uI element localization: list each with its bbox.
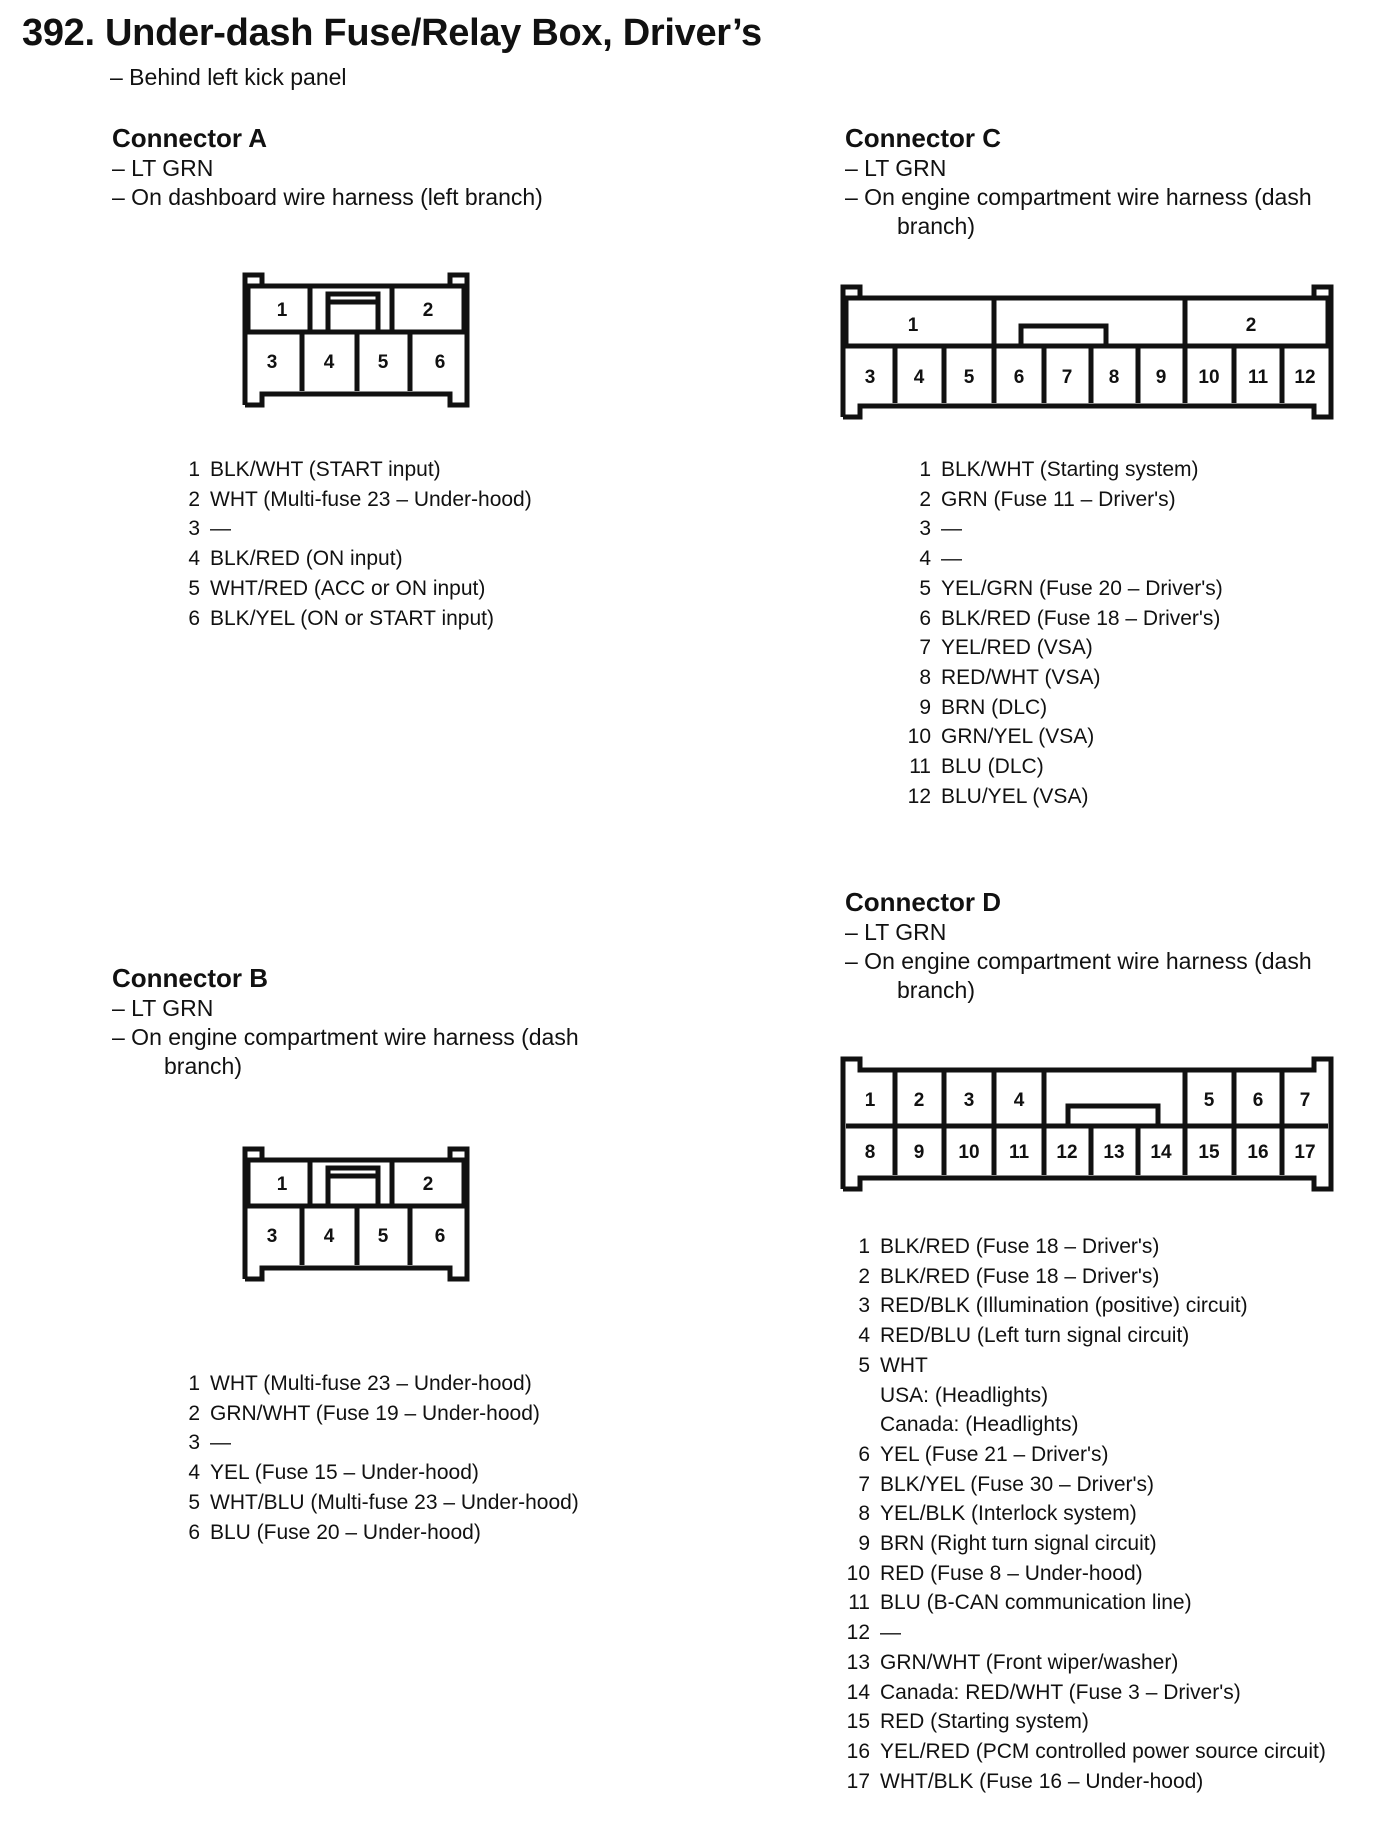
pin-description: WHT (Multi-fuse 23 – Under-hood) <box>210 487 532 511</box>
connector-c-pin-label: 5 <box>963 367 975 388</box>
page-subtitle: – Behind left kick panel <box>110 64 347 90</box>
connector-d-header <box>845 886 1312 1005</box>
connector-d-color: – LT GRN <box>845 919 947 945</box>
pin-description: BLK/WHT (Starting system) <box>941 458 1199 481</box>
pin-number: 3 <box>188 517 200 541</box>
connector-c-pin-row <box>891 485 1223 515</box>
connector-d-pin-row <box>830 1737 1326 1767</box>
connector-b-pin-list <box>160 1369 579 1547</box>
pin-number: 6 <box>919 606 931 630</box>
connector-c-diagram <box>838 282 1336 422</box>
pin-number: 8 <box>858 1502 870 1526</box>
connector-d-pin-label: 10 <box>958 1142 980 1163</box>
connector-d-pin-label: 7 <box>1299 1090 1311 1111</box>
connector-c-pin-row <box>891 604 1223 634</box>
connector-a-pin-row <box>160 544 532 574</box>
connector-c-pin-row <box>891 633 1223 663</box>
connector-d-pin-row <box>830 1588 1326 1618</box>
connector-d-pin-row <box>830 1262 1326 1292</box>
pin-description: WHT/RED (ACC or ON input) <box>210 576 486 600</box>
connector-b-pin-row <box>160 1518 579 1548</box>
connector-a-diagram <box>240 270 472 410</box>
connector-c-pin-row <box>891 782 1223 812</box>
connector-b-pin-row <box>160 1399 579 1429</box>
pin-description: WHT/BLK (Fuse 16 – Under-hood) <box>880 1769 1204 1793</box>
connector-b-location: – On engine compartment wire harness (dash <box>112 1024 579 1050</box>
connector-a-pin-list <box>160 455 532 633</box>
connector-d-pin-row <box>830 1678 1326 1708</box>
connector-c-pin-row <box>891 663 1223 693</box>
connector-c-pin-label: 6 <box>1013 367 1025 388</box>
pin-description: GRN/WHT (Front wiper/washer) <box>880 1650 1179 1674</box>
connector-c-pin-row <box>891 514 1223 544</box>
connector-d-pin-label: 8 <box>864 1142 876 1163</box>
pin-description: — <box>880 1621 901 1645</box>
connector-b-diagram <box>240 1144 472 1284</box>
pin-number: 11 <box>909 755 931 779</box>
connector-b-pin-label: 6 <box>434 1226 446 1247</box>
connector-d-pin-row <box>830 1232 1326 1262</box>
pin-description: BLU (B-CAN communication line) <box>880 1591 1192 1615</box>
pin-number: 4 <box>188 1461 200 1485</box>
connector-d-pin-row <box>830 1707 1326 1737</box>
pin-number: 3 <box>919 517 931 541</box>
pin-number: 3 <box>858 1294 870 1318</box>
connector-c-cavity-2 <box>1185 298 1328 346</box>
connector-a-pin-label: 3 <box>266 352 278 373</box>
connector-d-pin-label: 17 <box>1294 1142 1316 1163</box>
pin-number: 5 <box>919 576 931 600</box>
pin-description: GRN (Fuse 11 – Driver's) <box>941 487 1176 511</box>
connector-d-pin-row <box>830 1499 1326 1529</box>
pin-number: 2 <box>919 487 931 511</box>
page-title: 392. Under-dash Fuse/Relay Box, Driver’s <box>22 12 762 54</box>
connector-c-pin-label: 7 <box>1061 367 1073 388</box>
connector-d-pin-label: 15 <box>1198 1142 1220 1163</box>
connector-c-pin-label: 9 <box>1155 367 1167 388</box>
pin-number: 1 <box>188 1372 200 1395</box>
pin-description: — <box>210 1431 231 1455</box>
connector-b-pin-label: 1 <box>276 1174 288 1195</box>
pin-number: 2 <box>188 487 200 511</box>
pin-description: BLU (Fuse 20 – Under-hood) <box>210 1520 481 1544</box>
connector-a-pin-label: 6 <box>434 352 446 373</box>
pin-description: — <box>941 547 962 571</box>
pin-number: 15 <box>846 1710 870 1734</box>
connector-c-header <box>845 122 1312 241</box>
pin-description: BRN (Right turn signal circuit) <box>880 1532 1157 1556</box>
pin-description: RED/BLU (Left turn signal circuit) <box>880 1324 1190 1348</box>
pin-description: — <box>941 517 962 541</box>
connector-b-pin-label: 5 <box>377 1226 389 1247</box>
pin-description: BLK/RED (Fuse 18 – Driver's) <box>880 1235 1160 1258</box>
pin-description: BLU/YEL (VSA) <box>941 784 1089 808</box>
connector-d-pin-row <box>830 1470 1326 1500</box>
connector-c-pin-label: 2 <box>1245 315 1257 336</box>
connector-b-pin-label: 3 <box>266 1226 278 1247</box>
pin-number: 14 <box>846 1680 870 1704</box>
connector-a-pin-label: 4 <box>323 352 335 373</box>
pin-number: 4 <box>919 547 931 571</box>
pin-number: 7 <box>919 636 931 660</box>
pin-description: RED/BLK (Illumination (positive) circuit) <box>880 1294 1248 1318</box>
pin-description: BLK/RED (Fuse 18 – Driver's) <box>880 1264 1160 1288</box>
pin-description-sub: USA: (Headlights) <box>880 1383 1049 1407</box>
connector-a-pin-label: 1 <box>276 300 288 321</box>
connector-b-location-cont: branch) <box>164 1053 242 1079</box>
connector-d-diagram <box>838 1054 1336 1194</box>
connector-d-pin-label: 12 <box>1056 1142 1078 1163</box>
connector-d-lock-tab <box>1068 1106 1158 1126</box>
connector-a-pin-label: 5 <box>377 352 389 373</box>
pin-number: 1 <box>188 458 200 481</box>
connector-c-pin-label: 10 <box>1198 367 1220 388</box>
pin-number: 1 <box>858 1235 870 1258</box>
pin-description: YEL/RED (VSA) <box>941 636 1093 660</box>
pin-number: 10 <box>907 725 931 749</box>
pin-number: 6 <box>188 606 200 630</box>
pin-description-sub: Canada: (Headlights) <box>880 1413 1079 1437</box>
pin-description: — <box>210 517 231 541</box>
connector-a-heading: Connector A <box>112 123 268 153</box>
connector-d-pin-row <box>830 1291 1326 1321</box>
pin-number: 6 <box>188 1520 200 1544</box>
pin-number: 2 <box>188 1401 200 1425</box>
connector-d-pin-row <box>830 1559 1326 1589</box>
connector-d-pin-label: 16 <box>1247 1142 1269 1163</box>
pin-number: 3 <box>188 1431 200 1455</box>
connector-c-lock-tab <box>1021 326 1106 346</box>
connector-c-pin-row <box>891 574 1223 604</box>
connector-c-location-cont: branch) <box>897 213 975 239</box>
connector-d-pin-row <box>830 1648 1326 1678</box>
connector-d-pin-label: 13 <box>1103 1142 1125 1163</box>
pin-number: 11 <box>848 1591 870 1615</box>
connector-c-heading: Connector C <box>845 123 1001 153</box>
connector-a-pin-label: 2 <box>422 300 434 321</box>
connector-c-pin-label: 1 <box>907 315 919 336</box>
pin-description: BLK/YEL (Fuse 30 – Driver's) <box>880 1472 1154 1496</box>
pin-number: 12 <box>907 784 931 808</box>
connector-d-pin-row <box>830 1529 1326 1559</box>
connector-a-pin-row <box>160 455 532 485</box>
connector-a-pin-row <box>160 604 532 634</box>
pin-number: 17 <box>846 1769 870 1793</box>
pin-description: RED (Fuse 8 – Under-hood) <box>880 1561 1143 1585</box>
pin-number: 1 <box>919 458 931 481</box>
connector-d-pin-label: 3 <box>963 1090 975 1111</box>
connector-b-pin-row <box>160 1488 579 1518</box>
connector-d-pin-row <box>830 1767 1326 1797</box>
pin-description: RED/WHT (VSA) <box>941 665 1101 689</box>
pin-description: BLU (DLC) <box>941 755 1044 779</box>
pin-number: 9 <box>858 1532 870 1556</box>
pin-description: BLK/WHT (START input) <box>210 458 441 481</box>
pin-number: 13 <box>846 1650 870 1674</box>
pin-description: YEL/BLK (Interlock system) <box>880 1502 1137 1526</box>
connector-d-pin-label: 4 <box>1013 1090 1025 1111</box>
pin-number: 5 <box>188 1490 200 1514</box>
pin-description: BRN (DLC) <box>941 695 1048 719</box>
connector-d-pin-label: 6 <box>1252 1090 1264 1111</box>
connector-c-pin-row <box>891 722 1223 752</box>
pin-number: 5 <box>858 1353 870 1377</box>
pin-number: 4 <box>858 1324 870 1348</box>
pin-number: 2 <box>858 1264 870 1288</box>
pin-description: GRN/YEL (VSA) <box>941 725 1095 749</box>
connector-c-pin-list <box>891 455 1223 811</box>
pin-number: 16 <box>846 1739 870 1763</box>
connector-c-location: – On engine compartment wire harness (dash <box>845 184 1312 210</box>
connector-d-pin-row <box>830 1321 1326 1351</box>
connector-d-pin-label: 14 <box>1150 1142 1172 1163</box>
connector-d-pin-list <box>830 1232 1326 1796</box>
pin-description: YEL/GRN (Fuse 20 – Driver's) <box>941 576 1223 600</box>
connector-c-color: – LT GRN <box>845 155 947 181</box>
connector-a-color: – LT GRN <box>112 155 214 181</box>
pin-description-main: WHT <box>880 1353 928 1377</box>
pin-description: RED (Starting system) <box>880 1710 1089 1734</box>
connector-a-pin-row <box>160 514 532 544</box>
pin-description: YEL (Fuse 15 – Under-hood) <box>210 1461 479 1485</box>
pin-description: BLK/YEL (ON or START input) <box>210 606 494 630</box>
pin-description: WHT/BLU (Multi-fuse 23 – Under-hood) <box>210 1490 579 1514</box>
connector-d-heading: Connector D <box>845 887 1001 917</box>
connector-d-pin-label: 1 <box>864 1090 876 1111</box>
pin-number: 9 <box>919 695 931 719</box>
connector-d-pin-label: 9 <box>913 1142 925 1163</box>
connector-d-location-cont: branch) <box>897 977 975 1003</box>
connector-d-location: – On engine compartment wire harness (dash <box>845 948 1312 974</box>
connector-d-pin-row <box>830 1618 1326 1648</box>
pin-description: WHT (Multi-fuse 23 – Under-hood) <box>210 1372 532 1395</box>
connector-b-header <box>112 962 579 1081</box>
connector-d-pin-label: 2 <box>913 1090 925 1111</box>
pin-number: 5 <box>188 576 200 600</box>
connector-b-heading: Connector B <box>112 963 268 993</box>
connector-d-pin-label: 11 <box>1008 1142 1030 1163</box>
pin-number: 7 <box>858 1472 870 1496</box>
connector-b-pin-row <box>160 1458 579 1488</box>
pin-description <box>880 1351 1078 1440</box>
connector-c-pin-label: 4 <box>913 367 925 388</box>
connector-c-pin-label: 8 <box>1108 367 1120 388</box>
connector-b-pin-label: 2 <box>422 1174 434 1195</box>
pin-description: GRN/WHT (Fuse 19 – Under-hood) <box>210 1401 540 1425</box>
connector-d-pin-label: 5 <box>1203 1090 1215 1111</box>
connector-c-pin-row <box>891 544 1223 574</box>
connector-c-pin-row <box>891 693 1223 723</box>
pin-number: 6 <box>858 1442 870 1466</box>
connector-c-pin-label: 11 <box>1247 367 1269 388</box>
connector-d-pin-row <box>830 1351 1326 1440</box>
pin-number: 8 <box>919 665 931 689</box>
connector-b-pin-label: 4 <box>323 1226 335 1247</box>
connector-c-pin-row <box>891 752 1223 782</box>
pin-number: 10 <box>846 1561 870 1585</box>
pin-number: 4 <box>188 547 200 571</box>
connector-a-pin-row <box>160 574 532 604</box>
connector-a-pin-row <box>160 485 532 515</box>
pin-description: YEL/RED (PCM controlled power source circuit) <box>880 1739 1326 1763</box>
connector-a-header <box>112 122 543 212</box>
pin-description: YEL (Fuse 21 – Driver's) <box>880 1442 1109 1466</box>
connector-c-housing <box>843 287 1331 417</box>
pin-description: Canada: RED/WHT (Fuse 3 – Driver's) <box>880 1680 1241 1704</box>
pin-description: BLK/RED (ON input) <box>210 547 403 571</box>
connector-b-pin-row <box>160 1428 579 1458</box>
connector-c-cavity-1 <box>846 298 994 346</box>
pin-number: 12 <box>846 1621 870 1645</box>
connector-b-pin-row <box>160 1369 579 1399</box>
connector-c-pin-row <box>891 455 1223 485</box>
connector-a-location: – On dashboard wire harness (left branch) <box>112 184 543 210</box>
connector-c-pin-label: 3 <box>864 367 876 388</box>
pin-description: BLK/RED (Fuse 18 – Driver's) <box>941 606 1221 630</box>
connector-c-pin-label: 12 <box>1294 367 1316 388</box>
connector-d-pin-row <box>830 1440 1326 1470</box>
connector-b-color: – LT GRN <box>112 995 214 1021</box>
